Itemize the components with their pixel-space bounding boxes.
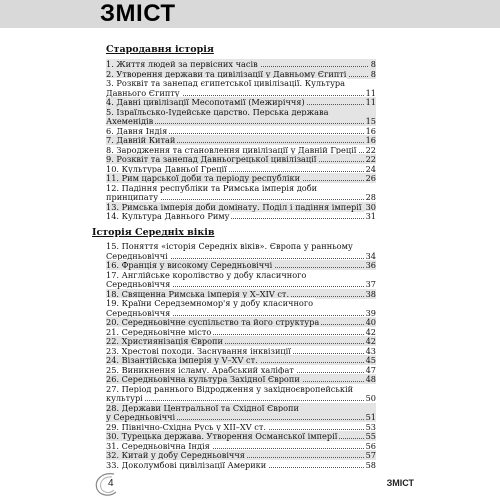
toc-entry-page: 53 bbox=[365, 421, 376, 432]
toc-entry[interactable] bbox=[106, 412, 376, 422]
toc-entry[interactable] bbox=[106, 450, 376, 460]
leader-dots bbox=[106, 400, 376, 401]
toc-entry-page: 56 bbox=[365, 440, 376, 451]
toc-entry[interactable] bbox=[106, 441, 376, 451]
toc-entry-title: 28. Держави Центральної та Східної Європи bbox=[106, 402, 299, 413]
toc-entry-title: 27. Період раннього Відродження у західноєвропейській bbox=[106, 383, 354, 394]
toc-entry-page: 11 bbox=[365, 87, 376, 98]
toc-entry-page: 31 bbox=[365, 211, 376, 221]
toc-entry-title: Ахеменідів bbox=[106, 116, 154, 126]
toc-entry-page: 24 bbox=[365, 163, 376, 174]
toc-entry-page: 8 bbox=[370, 68, 376, 79]
toc-entry-title: 13. Римська імперія доби домінату. Поділ і падіння імперії bbox=[106, 201, 362, 212]
toc-entry[interactable] bbox=[106, 69, 376, 79]
toc-entry-title: 23. Хрестові походи. Заснування інквізиції bbox=[106, 345, 291, 356]
toc-entry-title: 17. Англійське королівство у добу класичного bbox=[106, 269, 307, 280]
toc-entry-title: 12. Падіння республіки та Римська імперія доби bbox=[106, 182, 318, 193]
toc-entry-page: 42 bbox=[365, 326, 376, 337]
toc-entry-title: 29. Північно-Східна Русь у XII–XV ст. bbox=[106, 421, 266, 432]
swirl-ornament-icon bbox=[92, 470, 122, 498]
toc-entry[interactable] bbox=[106, 327, 376, 337]
toc-entry-page: 48 bbox=[365, 374, 376, 384]
toc-entry-title: 33. Доколумбові цивілізації Америки bbox=[106, 459, 267, 470]
toc-entry-page: 16 bbox=[365, 125, 376, 136]
page-number: 4 bbox=[108, 478, 114, 489]
toc-entry-page: 37 bbox=[365, 279, 376, 289]
toc-entry-page: 43 bbox=[365, 345, 376, 356]
toc-entry[interactable] bbox=[106, 260, 376, 270]
toc-entry-title: 14. Культура Давнього Риму bbox=[106, 211, 230, 221]
toc-entry-page: 11 bbox=[365, 97, 376, 107]
toc-entry[interactable] bbox=[106, 88, 376, 98]
toc-entry-page: 45 bbox=[365, 355, 376, 365]
toc-entry[interactable] bbox=[106, 403, 376, 413]
toc-entry-title: Середньовіччі bbox=[106, 250, 168, 261]
toc-entry-title: 6. Давня Індія bbox=[106, 125, 168, 136]
toc-entry-title: 22. Християнізація Європи bbox=[106, 336, 223, 346]
header-bar bbox=[0, 0, 500, 28]
toc-entry-title: 15. Поняття «історія Середніх віків». Європа у ранньому bbox=[106, 241, 353, 251]
toc-entry-title: 16. Франція у високому Середньовіччі bbox=[106, 260, 273, 270]
toc-entry-title: 4. Давні цивілізації Месопотамії (Межиріччя) bbox=[106, 97, 305, 107]
toc-entry-title: 7. Давній Китай bbox=[106, 135, 176, 145]
toc-entry[interactable] bbox=[106, 202, 376, 212]
toc-entry[interactable] bbox=[106, 78, 376, 88]
page-title: ЗМІСТ bbox=[100, 0, 176, 27]
toc-entry-title: принципату bbox=[106, 192, 159, 202]
toc-entry-page: 57 bbox=[365, 450, 376, 460]
toc-entry-page: 39 bbox=[365, 307, 376, 318]
toc-entry-title: 8. Зародження та становлення цивілізації у Давній Греції bbox=[106, 144, 357, 155]
toc-entry-title: Давнього Єгипту bbox=[106, 87, 180, 98]
toc-entry[interactable] bbox=[106, 289, 376, 299]
toc-entry-page: 22 bbox=[365, 154, 376, 164]
toc-entry-title: 9. Розквіт та занепад Давньогрецької цивілізації bbox=[106, 154, 317, 164]
toc-entry-title: 31. Середньовічна Індія bbox=[106, 440, 210, 451]
toc-entry[interactable] bbox=[106, 346, 376, 356]
toc-entry-page: 42 bbox=[365, 336, 376, 346]
toc-entry[interactable] bbox=[106, 154, 376, 164]
toc-entry-page: 40 bbox=[365, 317, 376, 327]
toc-entry[interactable] bbox=[106, 298, 376, 308]
toc-entry[interactable] bbox=[106, 308, 376, 318]
toc-entry-title: 21. Середньовічне місто bbox=[106, 326, 212, 337]
toc-entry-title: 1. Життя людей за первісних часів bbox=[106, 59, 258, 69]
toc-entry-title: 20. Середньовічне суспільство та його структура bbox=[106, 317, 320, 327]
toc-entry-title: 24. Візантійська імперія у V–XV ст. bbox=[106, 355, 258, 365]
toc-entry[interactable] bbox=[106, 270, 376, 280]
toc-entry-page: 36 bbox=[365, 260, 376, 270]
toc-entry-page: 8 bbox=[370, 59, 376, 69]
footer-label: ЗМІСТ bbox=[386, 478, 414, 488]
toc-entry[interactable] bbox=[106, 126, 376, 136]
toc-entry[interactable] bbox=[106, 384, 376, 394]
toc-entry-page: 55 bbox=[365, 431, 376, 441]
toc-entry-title: 19. Країни Середземномор'я у добу класичного bbox=[106, 298, 314, 308]
toc-entry-title: 25. Виникнення ісламу. Арабський халіфат bbox=[106, 364, 294, 375]
toc-entry-page: 34 bbox=[365, 250, 376, 261]
toc-entry[interactable] bbox=[106, 374, 376, 384]
toc-entry-page: 30 bbox=[365, 201, 376, 212]
toc-entry[interactable] bbox=[106, 355, 376, 365]
toc-entry-page: 58 bbox=[365, 459, 376, 470]
toc-entry-page: 38 bbox=[365, 288, 376, 299]
toc-entry[interactable] bbox=[106, 251, 376, 261]
toc-entry[interactable] bbox=[106, 145, 376, 155]
toc-entry[interactable] bbox=[106, 431, 376, 441]
toc-entry[interactable] bbox=[106, 116, 376, 126]
toc-entry[interactable] bbox=[106, 192, 376, 202]
toc-entry-title: 30. Турецька держава. Утворення Османської імперії bbox=[106, 431, 338, 441]
toc-entry-title: 5. Ізраїльсько-Іудейське царство. Перська держава bbox=[106, 106, 329, 117]
toc-entry[interactable] bbox=[106, 97, 376, 107]
section-title: Стародавня історія bbox=[106, 44, 214, 55]
section-title: Історія Середніх віків bbox=[92, 227, 215, 238]
toc-entry-title: у Середньовіччі bbox=[106, 412, 176, 422]
toc-entry-title: Середньовіччя bbox=[106, 307, 171, 318]
toc-entry-title: культурі bbox=[106, 393, 143, 403]
toc-entry[interactable] bbox=[106, 135, 376, 145]
toc-entry-title: 11. Рим царської доби та періоду республіки bbox=[106, 173, 301, 183]
toc-entry[interactable] bbox=[106, 183, 376, 193]
toc-entry-page: 15 bbox=[365, 116, 376, 126]
toc-entry-title: 32. Китай у добу Середньовіччя bbox=[106, 450, 245, 460]
toc-entry-page: 47 bbox=[365, 364, 376, 375]
toc-entry[interactable] bbox=[106, 422, 376, 432]
toc-entry[interactable] bbox=[106, 211, 376, 221]
toc-entry-title: 10. Культура Давньої Греції bbox=[106, 163, 227, 174]
toc-entry-title: 18. Священна Римська імперія у X–XIV ст. bbox=[106, 288, 290, 299]
toc-entry-title: Середньовіччя bbox=[106, 279, 171, 289]
toc-entry-page: 51 bbox=[365, 412, 376, 422]
toc-entry[interactable] bbox=[106, 279, 376, 289]
toc-entry[interactable] bbox=[106, 460, 376, 470]
toc-entry[interactable] bbox=[106, 393, 376, 403]
toc-entry-page: 26 bbox=[365, 173, 376, 183]
toc-entry-page: 50 bbox=[365, 393, 376, 403]
toc-entry[interactable] bbox=[106, 317, 376, 327]
toc-entry-title: 2. Утворення держави та цивілізації у Давньому Єгипті bbox=[106, 68, 347, 79]
toc-entry-page: 22 bbox=[365, 144, 376, 155]
toc-entry[interactable] bbox=[106, 336, 376, 346]
toc-entry-title: 3. Розквіт та занепад єгипетської цивілізації. Культура bbox=[106, 78, 346, 88]
toc-entry[interactable] bbox=[106, 173, 376, 183]
toc-entry[interactable] bbox=[106, 365, 376, 375]
toc-entry-page: 16 bbox=[365, 135, 376, 145]
toc-entry-page: 28 bbox=[365, 192, 376, 202]
toc-entry[interactable] bbox=[106, 241, 376, 251]
toc-entry[interactable] bbox=[106, 164, 376, 174]
toc-entry-title: 26. Середньовічна культура Західної Європи bbox=[106, 374, 300, 384]
toc-entry[interactable] bbox=[106, 107, 376, 117]
toc-entry[interactable] bbox=[106, 59, 376, 69]
